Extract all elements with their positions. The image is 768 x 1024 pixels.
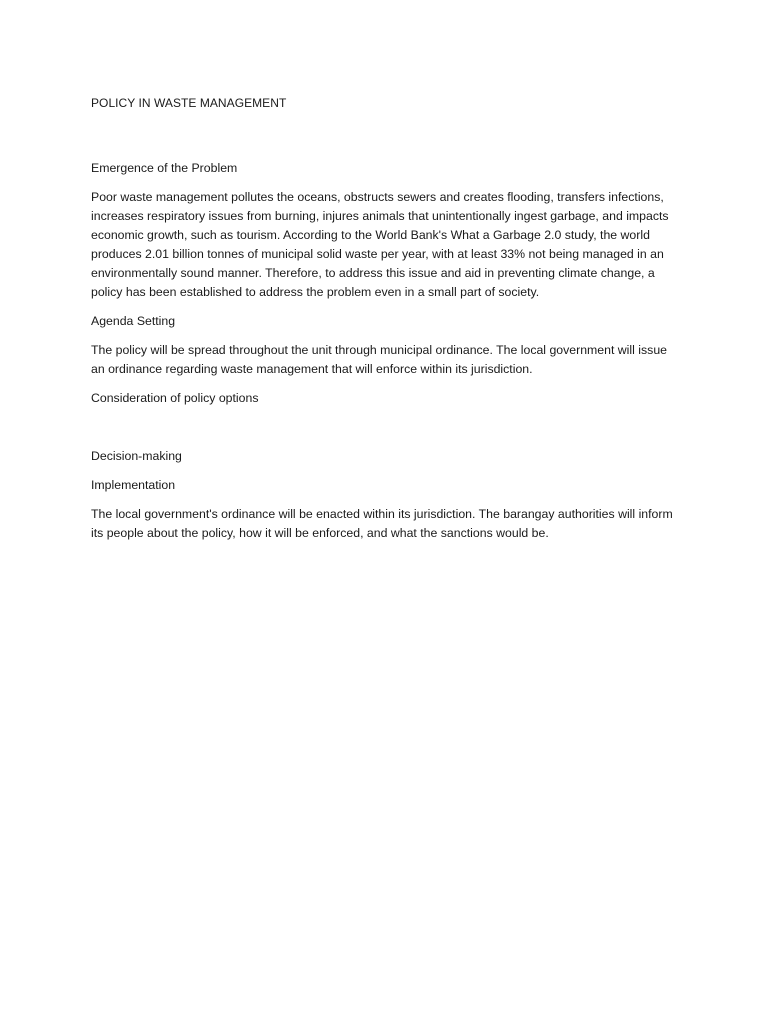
spacer	[91, 466, 681, 476]
spacer	[91, 408, 681, 447]
section-body-implementation: The local government's ordinance will be enacted within its jurisdiction. The barangay authorities will inform its people about the policy, how it will be enforced, and what the sanctions would be.	[91, 507, 673, 540]
spacer	[91, 331, 681, 341]
spacer	[91, 302, 681, 312]
section-heading-agenda: Agenda Setting	[91, 314, 176, 328]
section-heading-consideration: Consideration of policy options	[91, 391, 259, 405]
section-body-emergence: Poor waste management pollutes the oceans, obstructs sewers and creates flooding, transfers infections, increases respiratory issues from burning, injures animals that unintentionally ingest garbage, and impacts economic growth, such as tourism. According to the World Bank's What a Garbage 2.0 study, the world produces 2.01 billion tonnes of municipal solid waste per year, with at least 33% not being managed in an environmentally sound manner. Therefore, to address this issue and aid in preventing climate change, a policy has been established to address the problem even in a small part of society.	[91, 190, 669, 299]
spacer	[91, 178, 681, 188]
document-page	[91, 94, 681, 543]
spacer	[91, 379, 681, 389]
section-heading-implementation: Implementation	[91, 478, 176, 492]
spacer	[91, 495, 681, 505]
section-heading-decision: Decision-making	[91, 449, 182, 463]
spacer	[91, 113, 681, 159]
document-title: POLICY IN WASTE MANAGEMENT	[91, 96, 287, 110]
section-heading-emergence: Emergence of the Problem	[91, 161, 238, 175]
section-body-agenda: The policy will be spread throughout the unit through municipal ordinance. The local government will issue an ordinance regarding waste management that will enforce within its jurisdiction.	[91, 343, 668, 376]
